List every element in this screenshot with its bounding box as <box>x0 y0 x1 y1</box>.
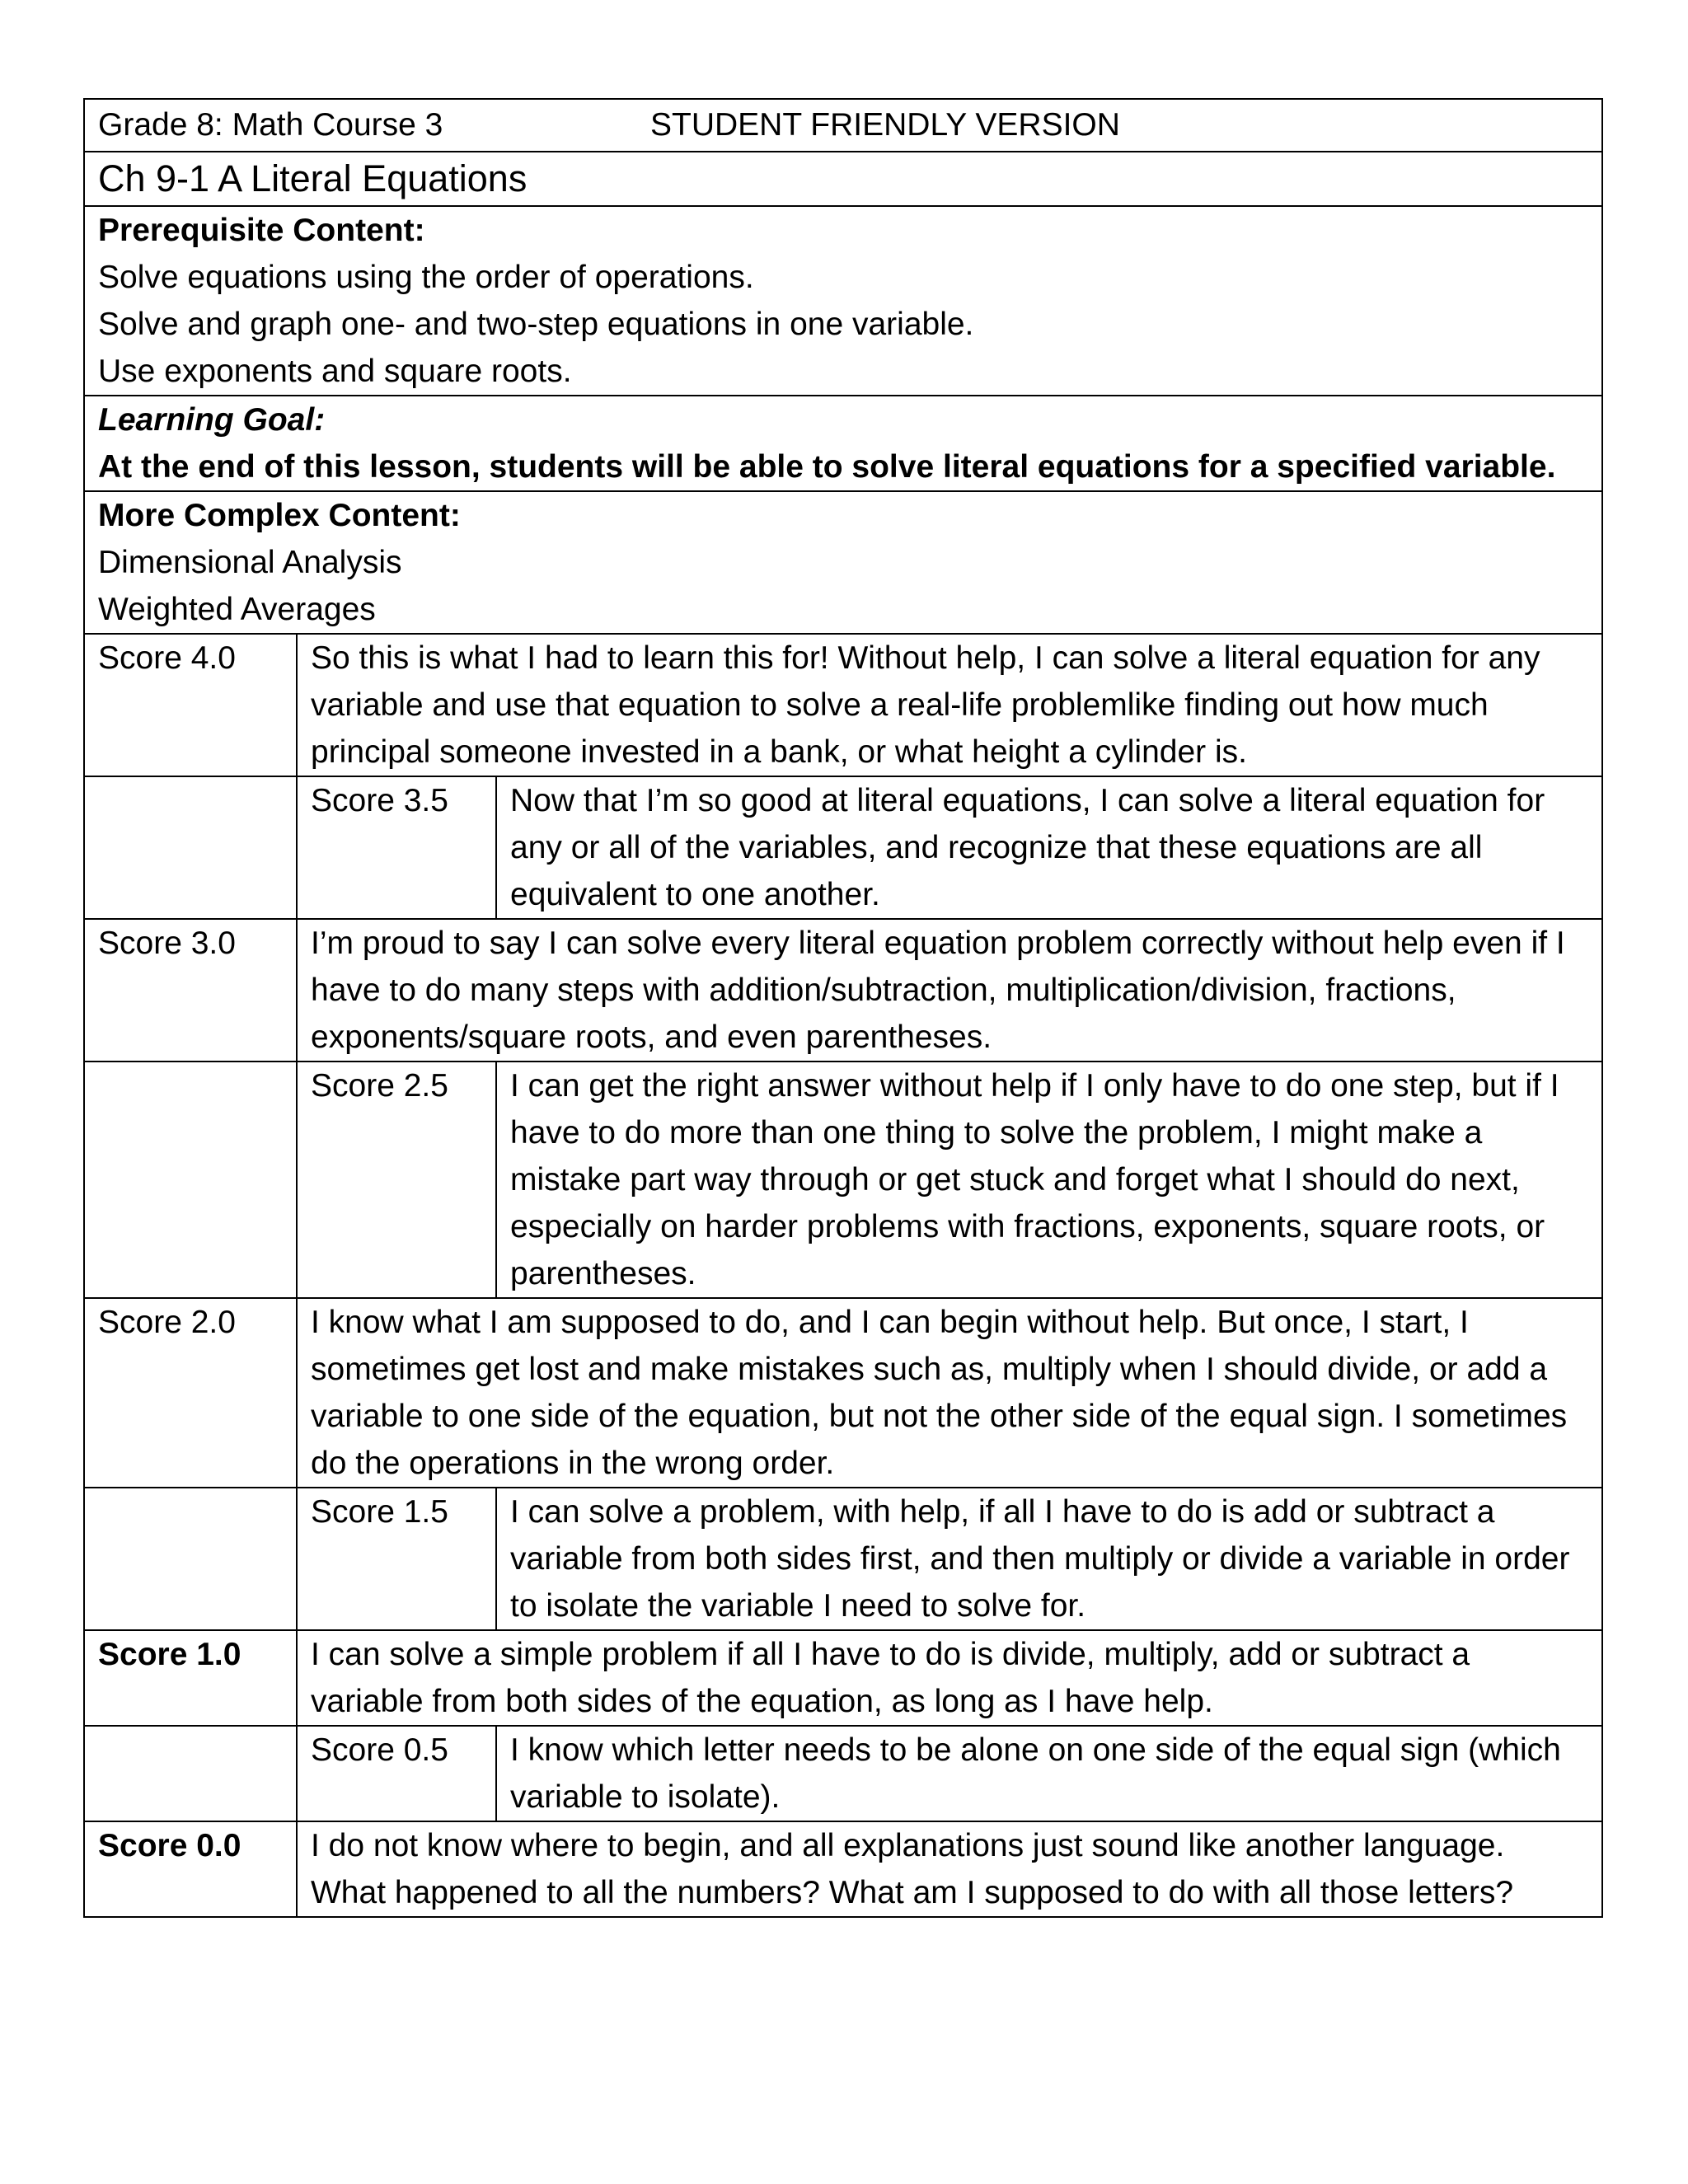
complex-content-item: Dimensional Analysis <box>98 545 402 580</box>
score-row-2-0 <box>84 1298 1602 1488</box>
empty-cell <box>84 1488 297 1630</box>
score-label: Score 3.0 <box>84 919 297 1062</box>
complex-content-heading: More Complex Content: <box>98 498 461 533</box>
score-description: I know which letter needs to be alone on one side of the equal sign (which variable to isolate). <box>496 1726 1602 1821</box>
score-label: Score 4.0 <box>84 634 297 776</box>
empty-cell <box>84 1726 297 1821</box>
score-label: Score 0.0 <box>84 1821 297 1917</box>
score-row-0-0 <box>84 1821 1602 1917</box>
score-label: Score 2.5 <box>297 1062 496 1298</box>
score-label: Score 2.0 <box>84 1298 297 1488</box>
prerequisite-item: Solve and graph one- and two-step equations in one variable. <box>98 307 974 342</box>
course-label: Grade 8: Math Course 3 <box>98 107 443 143</box>
score-description: I can solve a simple problem if all I have to do is divide, multiply, add or subtract a variable from both sides of the equation, as long as I have help. <box>297 1630 1602 1726</box>
score-row-1-5 <box>84 1488 1602 1630</box>
score-row-3-5 <box>84 776 1602 919</box>
score-description: I know what I am supposed to do, and I can begin without help. But once, I start, I sometimes get lost and make mistakes such as, multiply when I should divide, or add a variable to one side of the equation, but not the other side of the equal sign. I sometimes do the operations in the wrong order. <box>297 1298 1602 1488</box>
page-title: Ch 9-1 A Literal Equations <box>84 152 1602 206</box>
score-row-2-5 <box>84 1062 1602 1298</box>
prerequisite-cell <box>84 206 1602 396</box>
prerequisite-heading: Prerequisite Content: <box>98 213 425 248</box>
learning-goal-heading: Learning Goal: <box>98 402 326 438</box>
score-description: I can get the right answer without help if I only have to do one step, but if I have to do more than one thing to solve the problem, I might make a mistake part way through or get stuck and forget what I should do next, especially on harder problems with fractions, exponents, square roots, or parentheses. <box>496 1062 1602 1298</box>
header-cell <box>84 99 1602 152</box>
complex-content-item: Weighted Averages <box>98 592 376 627</box>
score-label: Score 1.5 <box>297 1488 496 1630</box>
prerequisite-item: Use exponents and square roots. <box>98 354 572 389</box>
learning-goal-text: At the end of this lesson, students will be able to solve literal equations for a specified variable. <box>98 449 1556 485</box>
score-description: I can solve a problem, with help, if all I have to do is add or subtract a variable from both sides first, and then multiply or divide a variable in order to isolate the variable I need to solve for. <box>496 1488 1602 1630</box>
scale-table <box>83 98 1603 1918</box>
score-label: Score 1.0 <box>84 1630 297 1726</box>
empty-cell <box>84 1062 297 1298</box>
header-row <box>84 99 1602 152</box>
prerequisite-item: Solve equations using the order of operations. <box>98 260 754 295</box>
score-description: So this is what I had to learn this for! Without help, I can solve a literal equation for any variable and use that equation to solve a real-life problemlike finding out how much principal someone invested in a bank, or what height a cylinder is. <box>297 634 1602 776</box>
title-row <box>84 152 1602 206</box>
score-description: I do not know where to begin, and all explanations just sound like another language. What happened to all the numbers? What am I supposed to do with all those letters? <box>297 1821 1602 1917</box>
score-description: Now that I’m so good at literal equations, I can solve a literal equation for any or all of the variables, and recognize that these equations are all equivalent to one another. <box>496 776 1602 919</box>
score-row-1-0 <box>84 1630 1602 1726</box>
score-row-3-0 <box>84 919 1602 1062</box>
score-row-0-5 <box>84 1726 1602 1821</box>
empty-cell <box>84 776 297 919</box>
score-label: Score 0.5 <box>297 1726 496 1821</box>
learning-goal-cell <box>84 396 1602 491</box>
prerequisite-row <box>84 206 1602 396</box>
complex-content-cell <box>84 491 1602 634</box>
learning-goal-row <box>84 396 1602 491</box>
complex-content-row <box>84 491 1602 634</box>
version-label: STUDENT FRIENDLY VERSION <box>650 107 1120 143</box>
score-row-4-0 <box>84 634 1602 776</box>
score-description: I’m proud to say I can solve every literal equation problem correctly without help even if I have to do many steps with addition/subtraction, multiplication/division, fractions, exponents/square roots, and even parentheses. <box>297 919 1602 1062</box>
score-label: Score 3.5 <box>297 776 496 919</box>
